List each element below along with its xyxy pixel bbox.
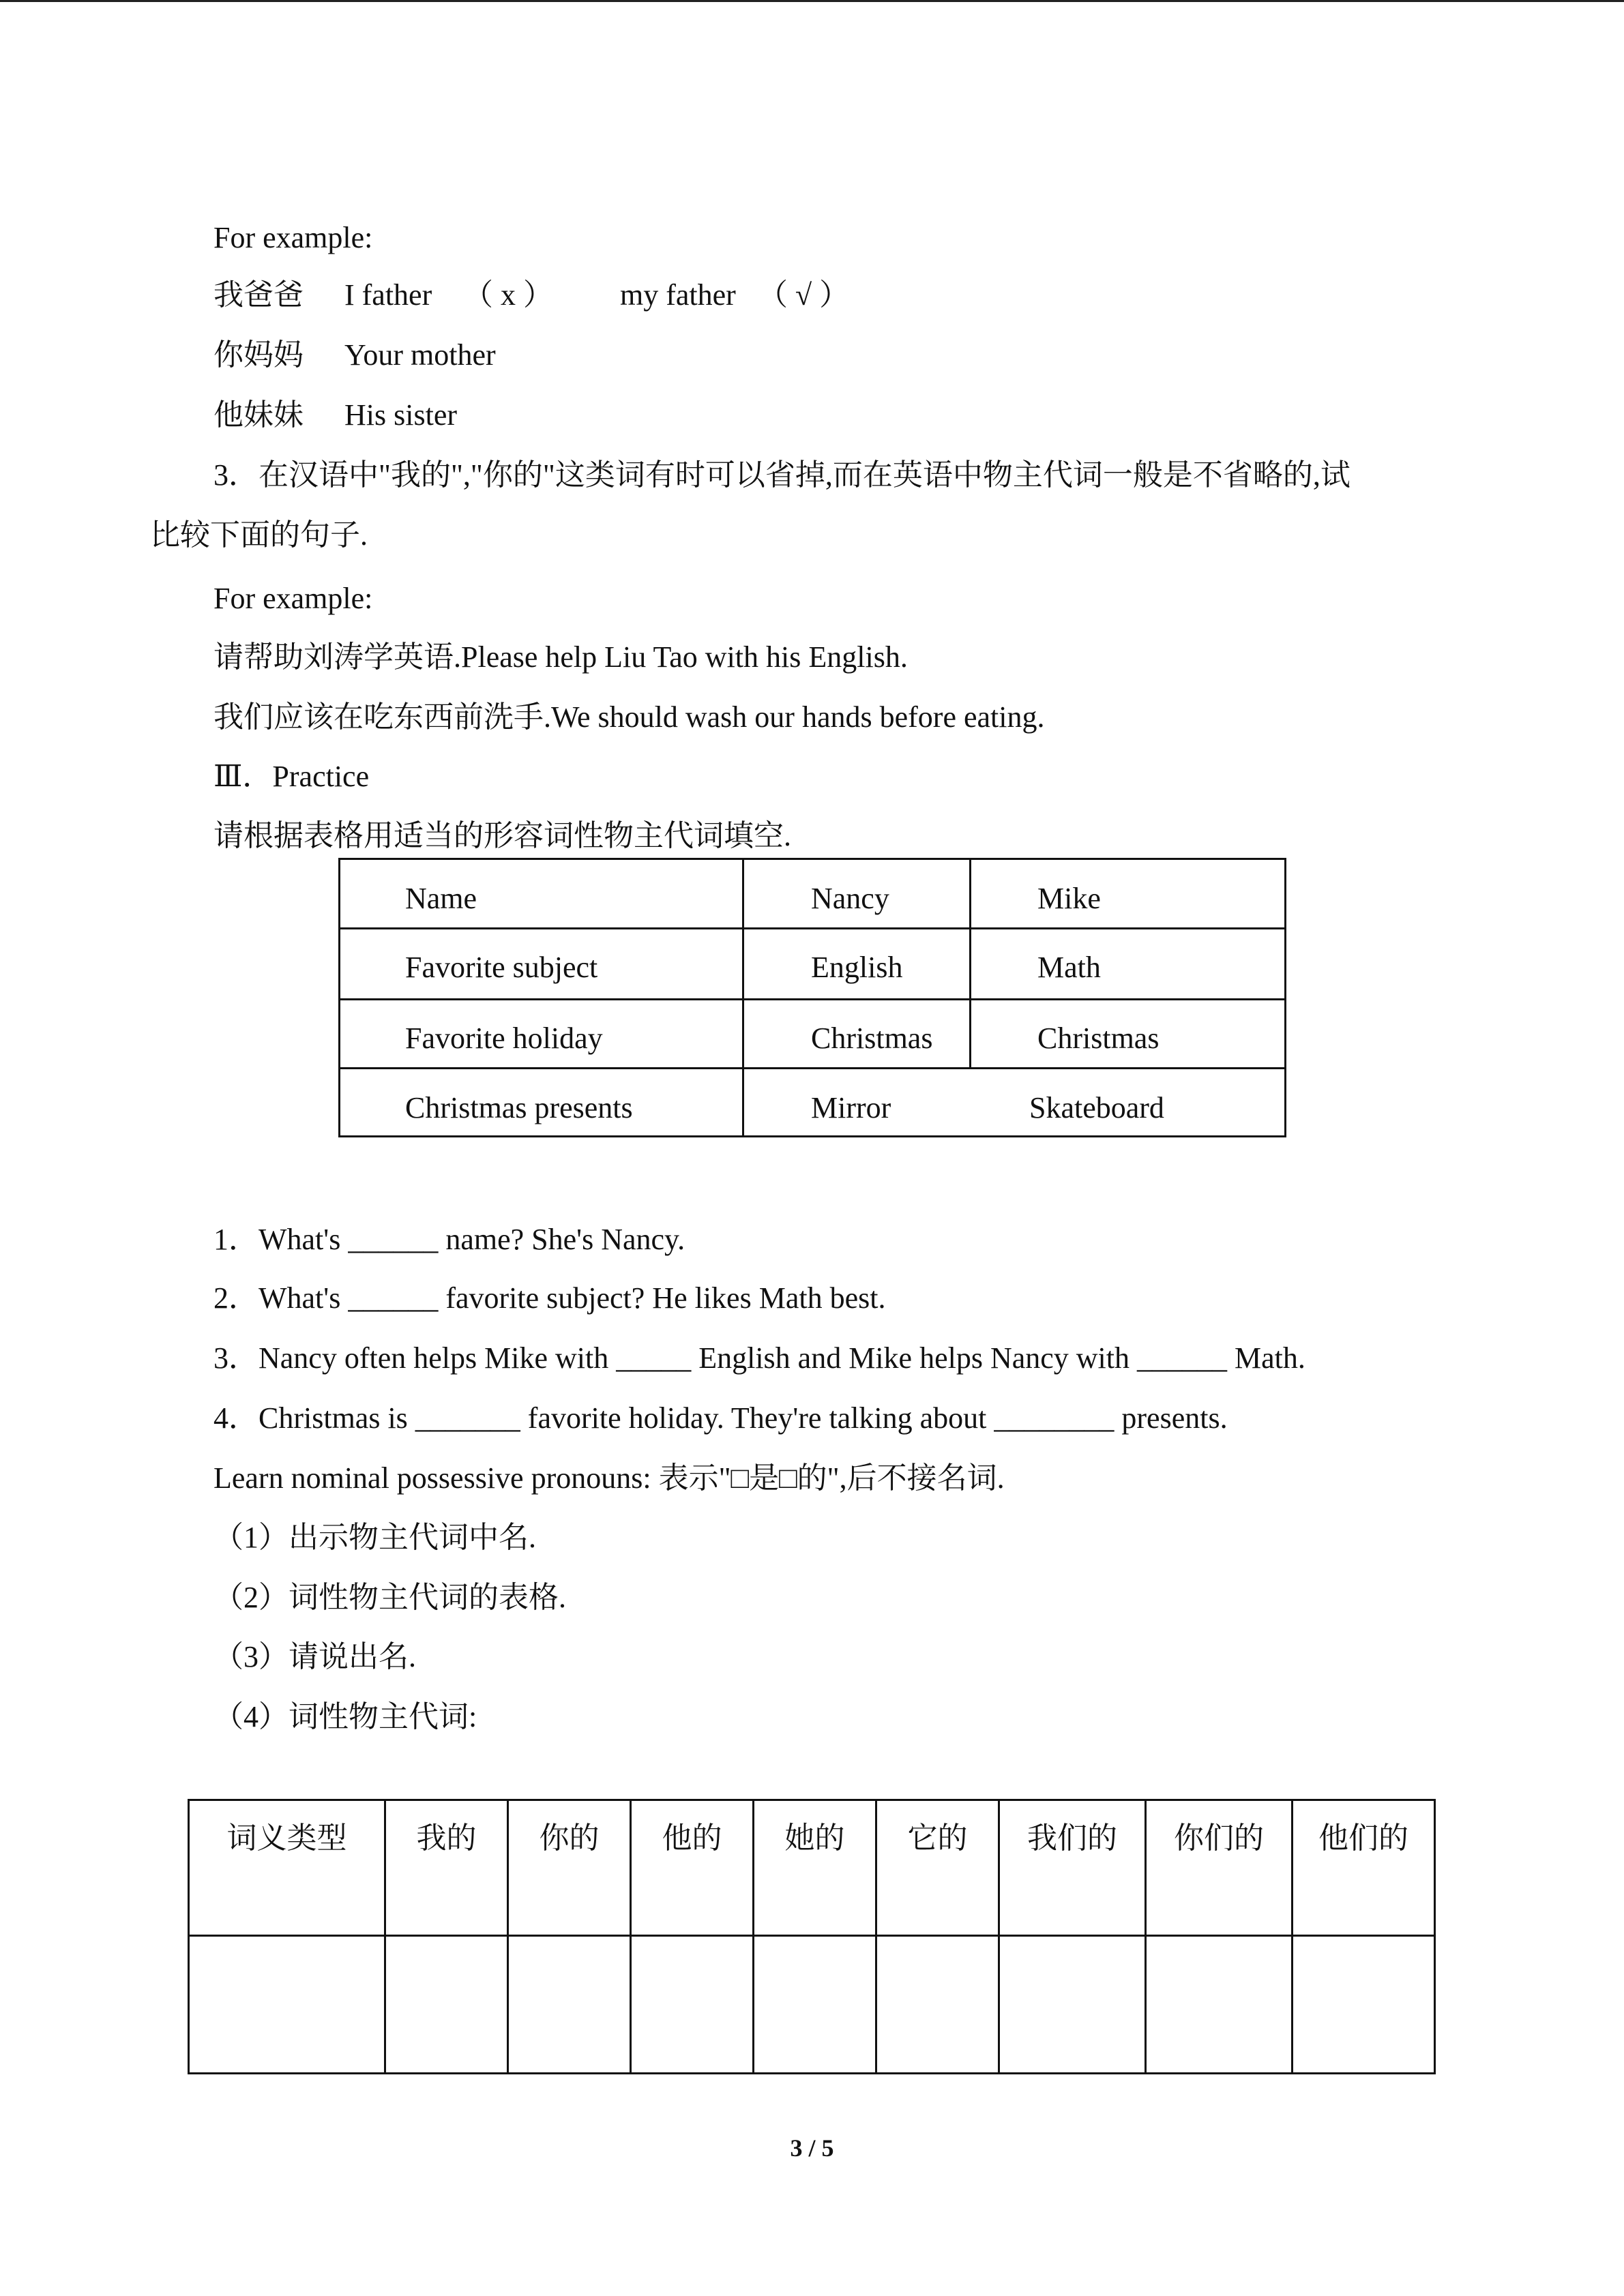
table-cell: Christmas <box>811 1022 933 1055</box>
exercise-1: 1．What's ______ name? She's Nancy. <box>213 1223 685 1256</box>
blank-answer-cell[interactable] <box>386 1937 507 2072</box>
blank-answer-cell[interactable] <box>1293 1937 1434 2072</box>
table-header: 她的 <box>784 1821 845 1855</box>
table-cell: Mirror <box>811 1091 891 1124</box>
example-cn: 你妈妈 <box>213 338 304 372</box>
table-header: 词义类型 <box>226 1821 347 1855</box>
table-cell: English <box>811 951 903 984</box>
table-header: 他的 <box>662 1821 722 1855</box>
blank-answer-cell[interactable] <box>190 1937 384 2072</box>
example-heading-2: For example: <box>213 582 373 615</box>
table-header: 你的 <box>539 1821 600 1855</box>
nominal-step-4: （4）词性物主代词: <box>213 1700 477 1733</box>
nominal-step-3: （3）请说出名. <box>213 1640 416 1673</box>
example-sentence-2: 我们应该在吃东西前洗手.We should wash our hands before eating. <box>213 700 1045 734</box>
exercise-3: 3．Nancy often helps Mike with _____ English and Mike helps Nancy with ______ Math. <box>213 1341 1305 1375</box>
blank-answer-cell[interactable] <box>632 1937 752 2072</box>
table-cell: Christmas presents <box>405 1091 633 1124</box>
nominal-step-1: （1）出示物主代词中名. <box>213 1521 536 1554</box>
example-en: Your mother <box>344 338 496 372</box>
blank-answer-cell[interactable] <box>1147 1937 1291 2072</box>
point-3-line-2: 比较下面的句子. <box>150 518 368 552</box>
table-header: 我的 <box>416 1821 477 1855</box>
blank-answer-cell[interactable] <box>509 1937 630 2072</box>
table-cell: Mike <box>1037 882 1101 915</box>
example-heading-1: For example: <box>213 221 373 254</box>
nominal-step-2: （2）词性物主代词的表格. <box>213 1581 566 1614</box>
table-cell: Skateboard <box>1029 1091 1164 1124</box>
table-cell: Math <box>1037 951 1101 984</box>
example-cn: 他妹妹 <box>213 398 304 432</box>
table-rule <box>969 860 971 1069</box>
table-rule <box>340 927 1284 929</box>
example-en-correct: my father <box>620 278 736 312</box>
table-header: 我们的 <box>1027 1821 1117 1855</box>
table-rule <box>742 860 744 1135</box>
table-cell: Christmas <box>1037 1022 1160 1055</box>
exercise-4: 4．Christmas is _______ favorite holiday. They're talking about ________ presents. <box>213 1401 1228 1435</box>
page-top-border <box>0 0 1624 2</box>
table-rule <box>340 1067 1284 1069</box>
blank-answer-cell[interactable] <box>1000 1937 1145 2072</box>
page-number: 3 / 5 <box>790 2134 834 2162</box>
table-header: 你们的 <box>1174 1821 1264 1855</box>
table-header: 他们的 <box>1318 1821 1408 1855</box>
example-sentence-1: 请帮助刘涛学英语.Please help Liu Tao with his English. <box>213 640 908 674</box>
table-cell: Nancy <box>811 882 889 915</box>
exercise-2: 2．What's ______ favorite subject? He likes Math best. <box>213 1281 886 1315</box>
example-en: I father <box>344 278 432 312</box>
table-rule <box>340 998 1284 1000</box>
example-en: His sister <box>344 398 457 432</box>
point-3-line-1: 3．在汉语中"我的","你的"这类词有时可以省掉,而在英语中物主代词一般是不省略的,试 <box>213 458 1350 492</box>
table-cell: Name <box>405 882 477 915</box>
practice-heading: Ⅲ．Practice <box>213 760 370 793</box>
table-header: 它的 <box>907 1821 968 1855</box>
practice-instruction: 请根据表格用适当的形容词性物主代词填空. <box>213 819 791 852</box>
pronoun-table <box>188 1799 1436 2074</box>
nominal-intro: Learn nominal possessive pronouns: 表示"□是□的",后不接名词. <box>213 1461 1005 1495</box>
wrong-mark: （ x ） <box>463 278 553 312</box>
table-cell: Favorite subject <box>405 951 598 984</box>
info-table <box>338 858 1286 1137</box>
correct-mark: （ √ ） <box>758 278 850 312</box>
blank-answer-cell[interactable] <box>754 1937 875 2072</box>
example-cn: 我爸爸 <box>213 278 304 312</box>
blank-answer-cell[interactable] <box>877 1937 998 2072</box>
table-cell: Favorite holiday <box>405 1022 603 1055</box>
